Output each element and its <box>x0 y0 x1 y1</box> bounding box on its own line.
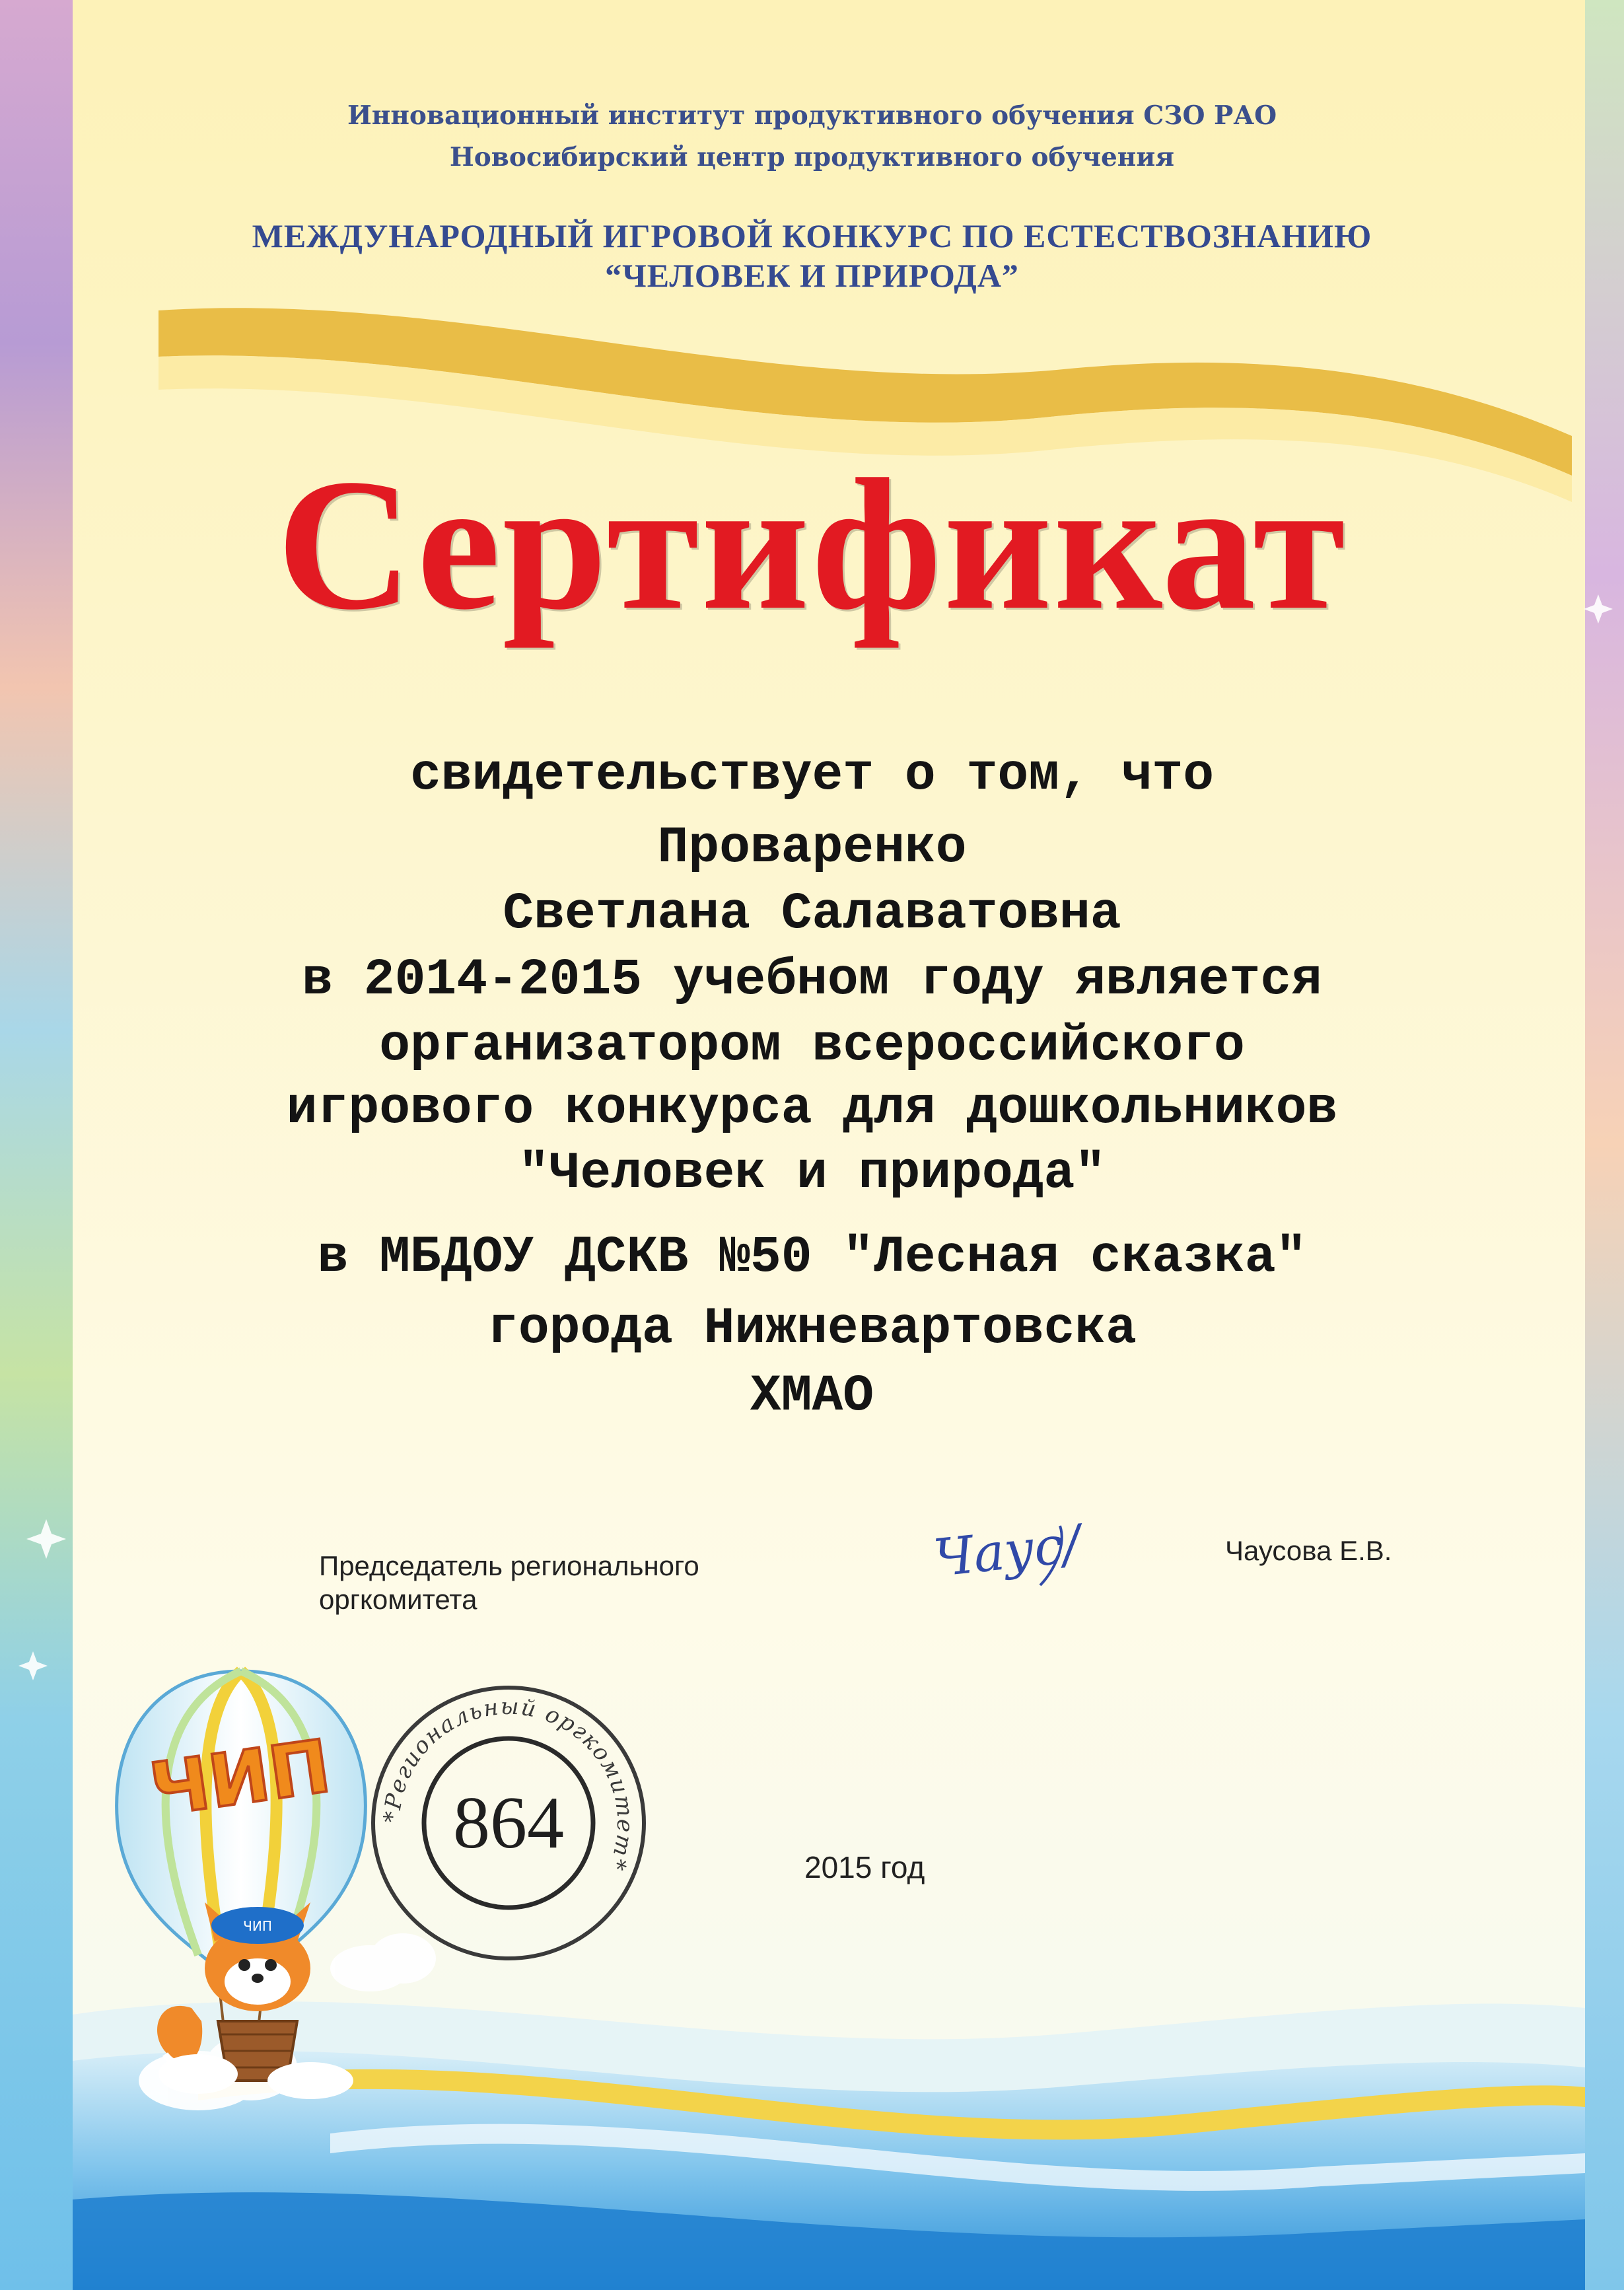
body-line: организатором всероссийского <box>379 1017 1245 1075</box>
chip-logo-balloon <box>92 1664 390 2100</box>
signature-scribble: Чаус/ <box>931 1514 1083 1589</box>
certificate-title: Сертификат <box>276 440 1348 649</box>
stamp <box>367 1681 651 1965</box>
signatory-position-line1: Председатель регионального <box>319 1550 699 1581</box>
region-name: ХМАО <box>750 1367 874 1425</box>
contest-name: МЕЖДУНАРОДНЫЙ ИГРОВОЙ КОНКУРС ПО ЕСТЕСТВОЗНАНИЮ <box>252 217 1372 254</box>
city-name: города Нижневартовска <box>487 1300 1137 1358</box>
recipient-surname: Проваренко <box>657 819 967 877</box>
signatory-position <box>319 1549 699 1616</box>
recipient-name: Светлана Салаватовна <box>503 885 1121 943</box>
body-line: игрового конкурса для дошкольников <box>286 1080 1338 1138</box>
stamp-number: 864 <box>453 1782 564 1864</box>
certificate-year: 2015 год <box>804 1850 925 1884</box>
center-name: Новосибирский центр продуктивного обучения <box>449 142 1175 172</box>
institute-name: Инновационный институт продуктивного обучения СЗО РАО <box>347 100 1277 131</box>
institution-name: в МБДОУ ДСКВ №50 "Лесная сказка" <box>317 1229 1307 1287</box>
body-line: "Человек и природа" <box>518 1145 1106 1203</box>
cap-logo-text: ЧИП <box>243 1918 272 1934</box>
body-line: в 2014-2015 учебном году является <box>302 951 1322 1009</box>
contest-subtitle: “ЧЕЛОВЕК И ПРИРОДА” <box>605 257 1019 294</box>
signatory-position-line2: оргкомитета <box>319 1584 477 1616</box>
handwritten-signature <box>928 1506 1100 1598</box>
balloon-logo-text: ЧИП <box>145 1723 335 1833</box>
signatory-name: Чаусова Е.В. <box>1225 1535 1392 1566</box>
stamp-ring-text: *Региональный оргкомитет* <box>378 1693 639 1875</box>
body-line: свидетельствует о том, что <box>410 746 1214 805</box>
